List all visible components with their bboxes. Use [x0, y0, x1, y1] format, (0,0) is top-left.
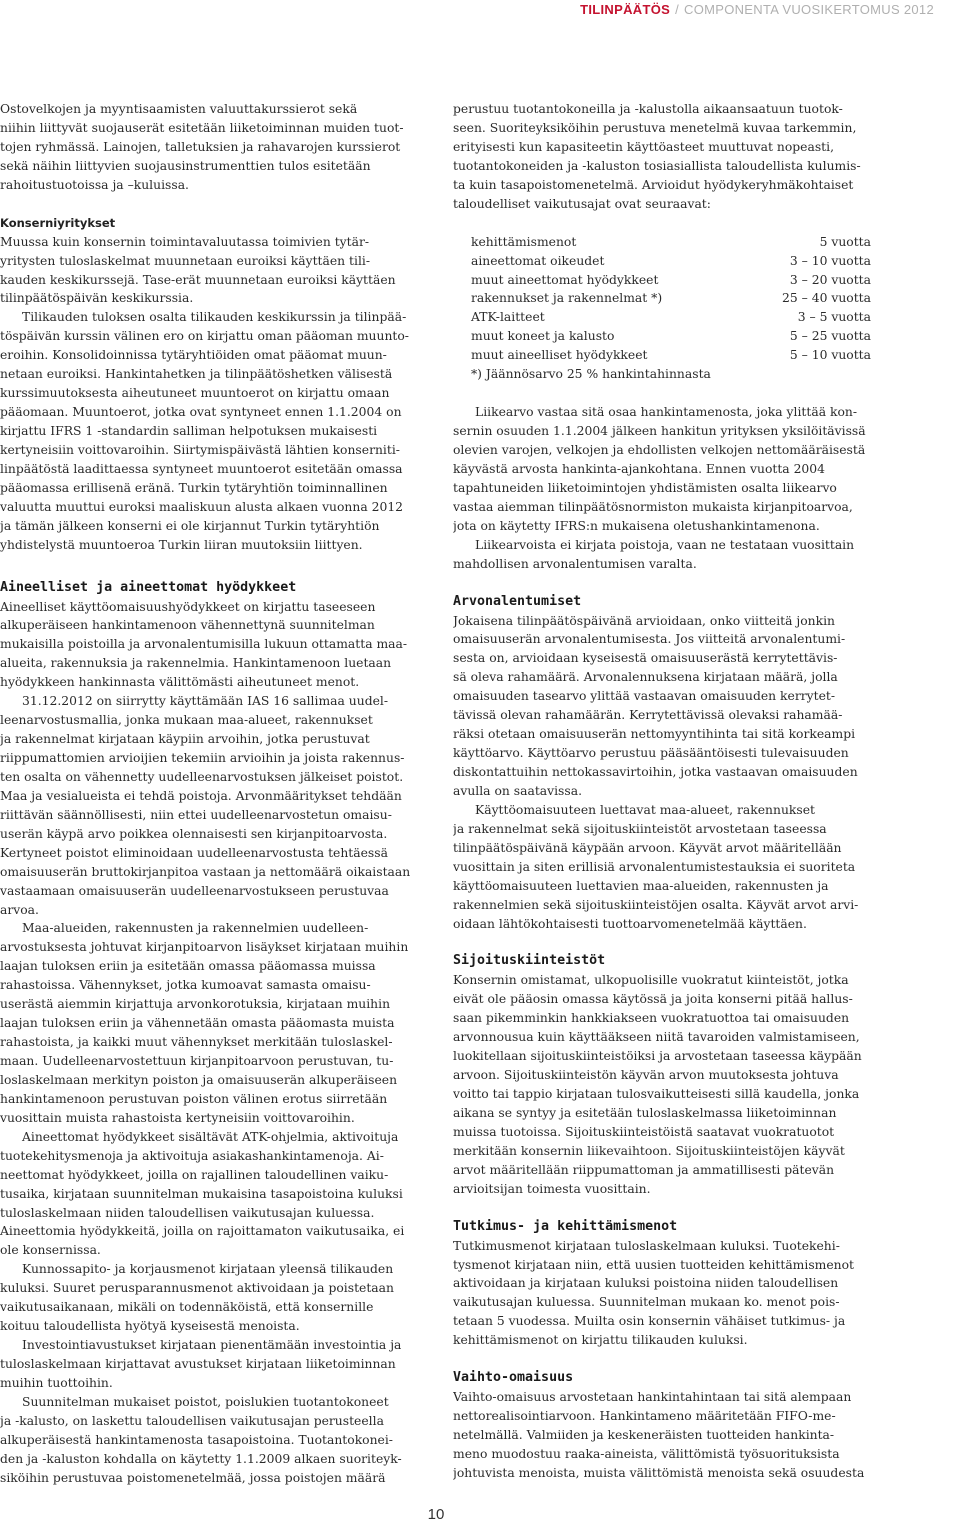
text-line: arvoon. Sijoituskiinteistön käyvän arvon muutoksesta johtuva: [453, 1068, 839, 1083]
aineelliset-paragraph-7: [0, 1393, 430, 1488]
text-line: muihin tuottoihin.: [0, 1375, 113, 1390]
text-line: neettomat hyödykkeet, joilla on rajallinen taloudellinen vaiku-: [0, 1167, 389, 1182]
text-line: Jokaisena tilinpäätöspäivänä arvioidaan, onko viitteitä jonkin: [453, 613, 835, 628]
text-line: userän käypä arvo poikkea olennaisesti sen kirjanpitoarvosta.: [0, 826, 388, 841]
sijoitus-paragraph: [453, 971, 878, 1198]
text-line: tuotekehitysmenoja ja aktivoituja asiakashankintamenoja. Ai-: [0, 1148, 384, 1163]
header-brand: TILINPÄÄTÖS: [580, 2, 671, 17]
text-line: tapahtuneiden liiketoimintojen yhdistämisten osalta liikearvo: [453, 480, 837, 495]
text-line: maan. Uudelleenarvostettuun kirjanpitoarvoon perustuvan, tu-: [0, 1054, 394, 1068]
text-line: tävissä olevan rahamäärän. Kerrytettävissä olevaksi rahamää-: [453, 708, 843, 723]
aineelliset-paragraph-3: [0, 919, 430, 1127]
text-line: rahastoista, ja kaikki muut vähennykset merkitään tuloslaskel-: [0, 1035, 393, 1050]
text-line: käyttöarvo. Käyttöarvo perustuu pääsääntöisesti tulevaisuuden: [453, 746, 849, 761]
depreciation-value: 25 – 40 vuotta: [782, 291, 871, 306]
text-line: omaisuuserän bruttokirjanpitoa vastaan ja nettomäärä oikaistaan: [0, 864, 411, 879]
depreciation-value: 5 – 25 vuotta: [789, 329, 871, 344]
text-line: ja rakennelmat sekä sijoituskiinteistöt arvostetaan taseessa: [453, 821, 827, 836]
text-line: userästä aiemmin kirjattuja arvonkorotuksia, kirjataan muihin: [0, 997, 391, 1012]
text-line: Kunnossapito- ja korjausmenot kirjataan yleensä tilikauden: [22, 1262, 394, 1277]
text-line: valuutta muuttui euroksi maaliskuun alusta alkaen vuonna 2012: [0, 499, 404, 514]
text-line: Tutkimusmenot kirjataan tuloslaskelmaan kuluksi. Tuotekehi-: [453, 1238, 840, 1253]
text-line: saan pikemminkin hankkiakseen vuokratuottoa tai omaisuuden: [453, 1011, 850, 1026]
text-line: tilinpäätöspäivän keskikurssia.: [0, 291, 194, 306]
text-line: kauden keskikurssejä. Tase-erät muunnetaan euroiksi käyttäen: [0, 272, 396, 287]
tutkimus-paragraph: [453, 1237, 878, 1351]
text-line: linpäätöstä laadittaessa syntyneet muuntoerot esitetään omassa: [0, 461, 403, 476]
text-line: alueita, rakennuksia ja rakennelmia. Hankintamenoon luetaan: [0, 656, 392, 671]
text-line: merkitään konsernin liikevaihtoon. Sijoituskiinteistöjen käyvät: [453, 1143, 845, 1158]
section-heading-konserniyritykset: Konserniyritykset: [0, 215, 116, 230]
text-line: töspäivän kurssin välinen ero on kirjattu oman pääoman muunto-: [0, 329, 409, 344]
text-line: koituu taloudellista hyötyä kyseisestä menoista.: [0, 1319, 300, 1334]
text-line: vaikutusajan kuluessa. Suunnitelman mukaan ko. menot pois-: [453, 1295, 840, 1310]
text-line: hankintamenoon perustuvan poiston välinen erotus siirretään: [0, 1091, 388, 1106]
depreciation-value: 5 vuotta: [819, 234, 871, 249]
text-line: meno muodostuu raaka-aineista, välittömistä työsuorituksista: [453, 1446, 840, 1461]
text-line: Aineelliset käyttöomaisuushyödykkeet on kirjattu taseeseen: [0, 599, 376, 614]
text-line: Muussa kuin konsernin toimintavaluutassa toimivien tytär-: [0, 234, 370, 249]
text-line: Vaihto-omaisuus arvostetaan hankintahintaan tai sitä alempaan: [453, 1390, 852, 1405]
text-line: Käyttöomaisuuteen luettavat maa-alueet, rakennukset: [475, 802, 815, 817]
text-line: Aineettomat hyödykkeet sisältävät ATK-ohjelmia, aktivoituja: [22, 1129, 399, 1144]
text-line: jota on käytetty IFRS:n mukaisena oletushankintamenona.: [453, 518, 820, 533]
text-line: laajan tuloksen eriin ja vähennetään omasta pääomasta muista: [0, 1016, 395, 1031]
text-line: mukaisilla poistoilla ja arvonalentumisilla lukuun ottamatta maa-: [0, 637, 408, 652]
text-line: tojen ryhmässä. Lainojen, talletuksien ja rahavarojen kurssierot: [0, 139, 401, 154]
right-intro-paragraph: [453, 100, 878, 214]
text-line: riittävän säännöllisesti, niin ettei uudelleenarvostetun omaisu-: [0, 807, 392, 822]
text-line: sernin osuuden 1.1.2004 jälkeen hankitun yrityksen yksilöitävissä: [453, 424, 866, 439]
page-number: 10: [427, 1506, 445, 1523]
text-line: tuloslaskelmaan kirjattavat avustukset kirjataan liiketoiminnan: [0, 1357, 396, 1371]
depreciation-value: 5 – 10 vuotta: [789, 348, 871, 363]
depreciation-note: [471, 365, 871, 384]
text-line: eroihin. Konsolidoinnissa tytäryhtiöiden omat pääomat muun-: [0, 348, 387, 363]
depreciation-row: [471, 308, 871, 327]
left-column: [0, 100, 430, 1488]
running-header: [580, 0, 934, 20]
depreciation-label: rakennukset ja rakennelmat *): [471, 291, 663, 306]
text-line: ta kuin tasapoistomenetelmä. Arvioidut hyödykeryhmäkohtaiset: [453, 177, 854, 192]
text-line: ole konsernissa.: [0, 1243, 101, 1258]
text-line: Liikearvo vastaa sitä osaa hankintamenosta, joka ylittää kon-: [475, 405, 858, 420]
text-line: arvoa.: [0, 902, 39, 917]
text-line: niihin liittyvät suojauserät esitetään liiketoiminnan muiden tuot-: [0, 120, 404, 135]
aineelliset-paragraph-2: [0, 692, 430, 919]
text-line: yritysten tuloslaskelmat muunnetaan euroiksi käyttäen tili-: [0, 253, 371, 268]
aineelliset-paragraph-4: [0, 1128, 430, 1261]
text-line: eivät ole pääosin omassa käytössä ja joita konserni pitää hallus-: [453, 992, 853, 1007]
text-line: kurssimuutoksesta aiheutuneet muuntoerot on kirjattu omaan: [0, 386, 390, 401]
text-line: erityisesti kun kapasiteetin käyttöasteet muuttuvat nopeasti,: [453, 139, 834, 154]
text-line: hyödykkeen hankinnasta välittömästi aiheutuneet menot.: [0, 675, 360, 690]
text-line: kirjattu IFRS 1 -standardin salliman helpotuksen mukaisesti: [0, 424, 378, 438]
text-line: omaisuuden tasearvo ylittää vastaavan omaisuuden kerrytet-: [453, 689, 836, 704]
text-line: arvot määritellään riippumattoman ja ammatillisesti pätevän: [453, 1162, 835, 1177]
text-line: Liikearvoista ei kirjata poistoja, vaan ne testataan vuosittain: [475, 537, 855, 552]
text-line: rahoitustuotoissa ja –kuluissa.: [0, 177, 189, 192]
text-line: alkuperäisestä hankintamenosta tasapoistoina. Tuotantokonei-: [0, 1432, 393, 1447]
text-line: tuotantokoneiden ja -kaluston tosiasiallista taloudellista kulumis-: [453, 158, 861, 173]
text-line: kehittämismenot on kirjattu tilikauden kuluksi.: [453, 1333, 748, 1348]
text-line: kuluksi. Suuret perusparannusmenot aktivoidaan ja poistetaan: [0, 1281, 394, 1296]
text-line: tusaika, kirjataan suunnitelman mukaisina tasapoistoina kuluksi: [0, 1186, 403, 1201]
section-heading-tutkimus: Tutkimus- ja kehittämismenot: [453, 1218, 678, 1234]
text-line: vaikutusaikanaan, mikäli on todennäköistä, että konsernille: [0, 1300, 374, 1315]
depreciation-label: muut aineettomat hyödykkeet: [471, 272, 659, 287]
text-line: Tilikauden tuloksen osalta tilikauden keskikurssin ja tilinpää-: [22, 310, 407, 325]
text-line: perustuu tuotantokoneilla ja -kalustolla aikaansaatuun tuotok-: [453, 102, 843, 116]
text-line: leenarvostusmallia, jonka mukaan maa-alueet, rakennukset: [0, 713, 373, 728]
arvon-paragraph-1: [453, 612, 878, 801]
text-line: pääomassa erillisenä eränä. Turkin tytäryhtiön toiminnallinen: [0, 480, 388, 495]
text-line: Investointiavustukset kirjataan pienentämään investointia ja: [22, 1338, 402, 1353]
section-heading-vaihto-omaisuus: Vaihto-omaisuus: [453, 1370, 574, 1386]
text-line: arvostuksesta johtuvat kirjanpitoarvon lisäykset kirjataan muihin: [0, 940, 409, 955]
depreciation-row: [471, 271, 871, 290]
text-line: avulla on saatavissa.: [453, 783, 583, 798]
text-line: räksi otetaan omaisuuserän nettomyyntihinta tai sitä korkeampi: [453, 727, 856, 742]
text-line: Ostovelkojen ja myyntisaamisten valuuttakurssierot sekä: [0, 102, 358, 116]
depreciation-label: ATK-laitteet: [471, 310, 545, 325]
text-line: ja rakennelmat kirjataan käypiin arvoihin, jotka perustuvat: [0, 732, 370, 747]
text-line: netelmällä. Valmiiden ja keskeneräisten tuotteiden hankinta-: [453, 1428, 835, 1442]
aineelliset-paragraph-6: [0, 1336, 430, 1393]
header-subtitle: COMPONENTA VUOSIKERTOMUS 2012: [684, 2, 934, 17]
text-line: arvonnousua kuin käyttääkseen niitä tavaroiden valmistamiseen,: [453, 1030, 860, 1045]
text-line: tysmenot kirjataan niin, että uusien tuotteiden kehittämismenot: [453, 1257, 855, 1272]
text-line: vuosittain ja siten erillisiä arvonalentumistestauksia ei suoriteta: [453, 859, 856, 874]
text-line: oidaan lähtökohtaisesti tuottoarvomenetelmää käyttäen.: [453, 916, 807, 931]
text-line: kertyneisiin voittovaroihin. Siirtymispäivästä lähtien konserniti-: [0, 442, 400, 457]
text-line: laajan tuloksen eriin ja esitetään omassa pääomassa muissa: [0, 959, 376, 974]
text-line: tuloslaskelmaan niiden taloudellisen vaikutusajan kuluessa.: [0, 1205, 375, 1220]
text-line: 31.12.2012 on siirrytty käyttämään IAS 16 sallimaa uudel-: [22, 694, 389, 709]
text-line: rahastoissa. Vähennykset, jotka kumoavat samasta omaisu-: [0, 978, 371, 993]
konserni-paragraph-2: [0, 308, 430, 554]
section-heading-aineelliset: Aineelliset ja aineettomat hyödykkeet: [0, 579, 297, 595]
text-line: ja tämän jälkeen konserni ei ole kirjannut Turkin tytäryhtiön: [0, 518, 380, 533]
text-line: sesta on, arvioidaan kyseisestä omaisuuserästä kerrytettävis-: [453, 651, 838, 666]
depreciation-label: kehittämismenot: [471, 234, 577, 249]
text-line: vastaamaan omaisuuserän uudelleenarvostukseen perustuvaa: [0, 883, 389, 898]
text-line: Maa-alueiden, rakennusten ja rakennelmien uudelleen-: [22, 921, 369, 936]
text-line: tetaan 5 vuodessa. Muilta osin konsernin vähäiset tutkimus- ja: [453, 1314, 846, 1329]
liikearvo-paragraph-1: [453, 403, 878, 536]
section-heading-sijoituskiinteistot: Sijoituskiinteistöt: [453, 953, 606, 969]
text-line: taloudelliset vaikutusajat ovat seuraavat:: [453, 196, 711, 211]
text-line: olevien varojen, velkojen ja ehdollisten velkojen nettomääräisestä: [453, 443, 866, 457]
aineelliset-paragraph-5: [0, 1260, 430, 1336]
text-line: alkuperäiseen hankintamenoon vähennettynä suunnitelman: [0, 618, 375, 633]
text-line: ja -kalusto, on laskettu taloudellisen vaikutusajan perusteella: [0, 1413, 384, 1428]
text-line: aktivoidaan ja kirjataan kuluksi poistoina niiden taloudellisen: [453, 1276, 839, 1291]
text-line: käyttöomaisuuteen luettavien maa-alueiden, rakennusten ja: [453, 878, 829, 893]
text-line: seen. Suoriteyksiköihin perustuva menetelmä kuvaa tarkemmin,: [453, 120, 857, 135]
arvon-paragraph-2: [453, 801, 878, 934]
text-line: yhdistelystä muuntoeroa Turkin liiran muutoksiin liittyen.: [0, 537, 363, 552]
text-line: vastaa aiemman tilinpäätösnormiston mukaista kirjanpitoarvoa,: [453, 499, 853, 514]
text-line: luokitellaan sijoituskiinteistöiksi ja arvostetaan taseessa käypään: [453, 1049, 862, 1064]
depreciation-label: aineettomat oikeudet: [471, 253, 605, 268]
text-line: vuosittain muista rahastoista kertyneisiin voittovaroihin.: [0, 1110, 355, 1125]
text-line: aikana se syntyy ja esitetään tuloslaskelmassa liiketoiminnan: [453, 1105, 837, 1120]
text-line: mahdollisen arvonalentumisen varalta.: [453, 556, 697, 571]
text-line: käyvästä arvosta hankinta-ajankohtana. Ennen vuotta 2004: [453, 461, 825, 476]
depreciation-row: [471, 289, 871, 308]
depreciation-label: muut koneet ja kalusto: [471, 329, 615, 344]
text-line: Maa ja vesialueista ei tehdä poistoja. Arvonmääritykset tehdään: [0, 788, 402, 803]
depreciation-value: 3 – 20 vuotta: [789, 272, 871, 287]
depreciation-value: 3 – 10 vuotta: [789, 253, 871, 268]
depreciation-label: muut aineelliset hyödykkeet: [471, 348, 648, 363]
text-line: pääomaan. Muuntoerot, jotka ovat syntyneet ennen 1.1.2004 on: [0, 405, 402, 420]
liikearvo-paragraph-2: [453, 536, 878, 574]
header-separator: /: [675, 2, 679, 17]
text-line: sekä näihin liittyvien suojausinstrumenttien tulos esitetään: [0, 158, 371, 173]
text-line: omaisuuserän arvonalentumisesta. Jos viitteitä arvonalentumi-: [453, 632, 846, 647]
vaihto-paragraph: [453, 1388, 878, 1483]
text-line: johtuvista menoista, muista välittömistä menoista sekä osuudesta: [453, 1465, 865, 1480]
text-line: arvioitsijan toimesta vuosittain.: [453, 1181, 651, 1196]
depreciation-row: [471, 327, 871, 346]
text-line: rakennelmien sekä sijoituskiinteistöjen osalta. Käyvät arvot arvi-: [453, 897, 859, 912]
text-line: Suunnitelman mukaiset poistot, poislukien tuotantokoneet: [22, 1394, 389, 1409]
text-line: sä oleva rahamäärä. Arvonalennuksena kirjataan määrä, jolla: [453, 670, 838, 685]
depreciation-note-text: *) Jäännösarvo 25 % hankintahinnasta: [471, 367, 711, 382]
right-column: [453, 100, 878, 1483]
depreciation-row: [471, 346, 871, 365]
text-line: muissa tuotoissa. Sijoituskiinteistöistä saatavat vuokratuotot: [453, 1124, 835, 1139]
text-line: ten osalta on vähennetty uudelleenarvostuksen jälkeiset poistot.: [0, 769, 404, 784]
text-line: siköihin perustuvaa poistomenetelmää, jossa poistojen määrä: [0, 1470, 386, 1485]
text-line: loslaskelmaan merkityn poiston ja omaisuuserän alkuperäiseen: [0, 1072, 398, 1087]
depreciation-table: [471, 233, 871, 385]
text-line: riippumattomien arvioijien tekemiin arvioihin ja joista rakennus-: [0, 751, 405, 765]
section-heading-arvonalentumiset: Arvonalentumiset: [453, 593, 582, 609]
text-line: Kertyneet poistot eliminoidaan uudelleenarvostusta tehtäessä: [0, 845, 388, 860]
text-line: tilinpäätöspäivänä käypään arvoon. Käyvät arvot määritellään: [453, 840, 842, 855]
text-line: diskontattuihin nettokassavirtoihin, jotka vastaavan omaisuuden: [453, 765, 858, 779]
text-line: Aineettomia hyödykkeitä, joilla on rajoittamaton vaikutusaika, ei: [0, 1224, 405, 1239]
aineelliset-paragraph-1: [0, 598, 430, 693]
text-line: den ja -kaluston kohdalla on käytetty 1.1.2009 alkaen suoriteyk-: [0, 1451, 402, 1466]
konserni-paragraph: [0, 233, 430, 309]
depreciation-row: [471, 252, 871, 271]
depreciation-row: [471, 233, 871, 252]
intro-paragraph: [0, 100, 430, 195]
text-line: voitto tai tappio kirjataan tulosvaikutteisesti sillä kaudella, jonka: [453, 1087, 860, 1101]
text-line: netaan euroiksi. Hankintahetken ja tilinpäätöshetken välisestä: [0, 367, 393, 382]
text-line: Konsernin omistamat, ulkopuolisille vuokratut kiinteistöt, jotka: [453, 973, 849, 988]
depreciation-value: 3 – 5 vuotta: [797, 310, 871, 325]
text-line: nettorealisointiarvoon. Hankintameno määritetään FIFO-me-: [453, 1409, 836, 1424]
